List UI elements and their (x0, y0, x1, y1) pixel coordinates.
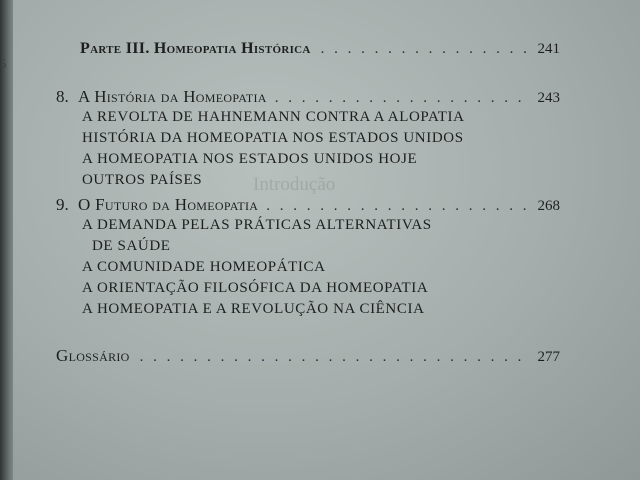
toc-glossary-entry[interactable] (56, 346, 560, 366)
page-number: 243 (537, 90, 560, 106)
dot-leader (275, 90, 530, 107)
subsection-item: DE SAÚDE (92, 238, 171, 254)
subsection-item: A REVOLTA DE HAHNEMANN CONTRA A ALOPATIA (82, 109, 465, 125)
subsection-item: A DEMANDA PELAS PRÁTICAS ALTERNATIVAS (82, 217, 432, 233)
bleed-through-title: Introdução (253, 174, 336, 195)
subsection-item: A HOMEOPATIA NOS ESTADOS UNIDOS HOJE (82, 151, 418, 167)
glossary-title: Glossário (56, 346, 130, 365)
subsection-item: A HOMEOPATIA E A REVOLUÇÃO NA CIÊNCIA (82, 301, 425, 317)
toc-chapter-entry[interactable] (56, 87, 560, 107)
page-number: 268 (537, 198, 560, 214)
part-title: Parte III. Homeopatia Histórica (80, 40, 311, 57)
subsection-item: A ORIENTAÇÃO FILOSÓFICA DA HOMEOPATIA (82, 280, 429, 296)
page-number: 241 (537, 41, 560, 57)
toc-part-entry[interactable] (80, 40, 560, 58)
chapter-number: 8. (56, 87, 69, 106)
toc-chapter-entry[interactable] (56, 195, 560, 215)
dot-leader (266, 198, 529, 215)
dot-leader (321, 41, 530, 58)
subsection-item: HISTÓRIA DA HOMEOPATIA NOS ESTADOS UNIDOS (82, 130, 464, 146)
chapter-title: O Futuro da Homeopatia (78, 195, 259, 214)
spine-page-mark: 5 (0, 56, 7, 71)
subsection-item: A COMUNIDADE HOMEOPÁTICA (82, 259, 326, 275)
chapter-title: A História da Homeopatia (78, 87, 267, 106)
page-number: 277 (537, 349, 560, 365)
chapter-number: 9. (56, 195, 69, 214)
dot-leader (140, 349, 530, 366)
subsection-item: OUTROS PAÍSES (82, 172, 203, 188)
